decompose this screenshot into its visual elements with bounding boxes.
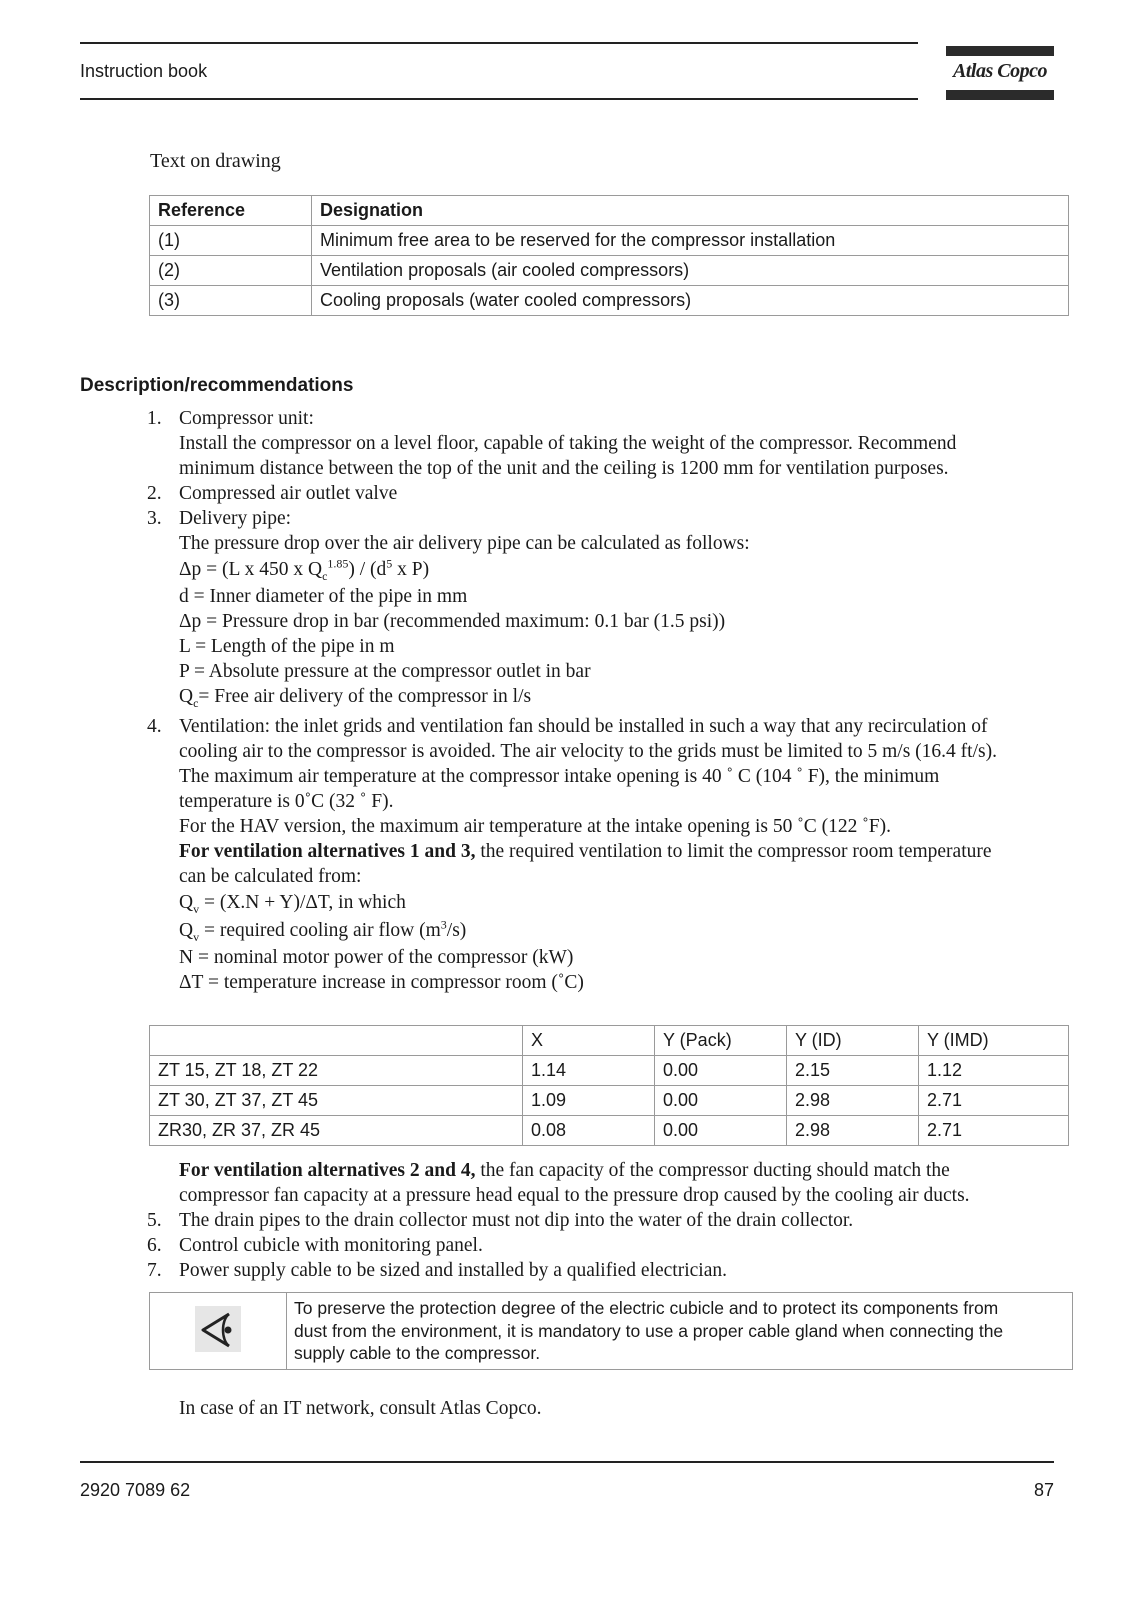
logo-text: Atlas Copco	[953, 60, 1047, 82]
eye-warning-icon	[195, 1306, 241, 1352]
item-number: 3.	[147, 508, 162, 529]
item-number: 4.	[147, 716, 162, 737]
table-cell: Ventilation proposals (air cooled compressors)	[312, 256, 1069, 286]
table-cell: 0.08	[523, 1116, 655, 1146]
table-row	[150, 1086, 1069, 1116]
item-text: Compressed air outlet valve	[179, 483, 398, 504]
table-row	[150, 256, 1069, 286]
table-header-cell: Reference	[150, 196, 312, 226]
note-box	[149, 1292, 1073, 1370]
item-text: temperature is 0˚C (32 ˚ F).	[179, 791, 394, 812]
note-line: supply cable to the compressor.	[294, 1343, 541, 1363]
note-icon-cell	[150, 1293, 287, 1369]
recommendations-list-continued	[147, 1158, 1067, 1283]
item-text: P = Absolute pressure at the compressor outlet in bar	[179, 661, 591, 682]
table-header-cell: X	[523, 1026, 655, 1056]
header-bottom-rule	[80, 98, 918, 100]
item-text: The maximum air temperature at the compressor intake opening is 40 ˚ C (104 ˚ F), the minimum	[179, 766, 940, 787]
item-text: Δp = Pressure drop in bar (recommended maximum: 0.1 bar (1.5 psi))	[179, 611, 726, 632]
table-cell: 2.98	[787, 1086, 919, 1116]
table-cell: 0.00	[655, 1116, 787, 1146]
table-row	[150, 286, 1069, 316]
item-number: 1.	[147, 408, 162, 429]
it-network-note: In case of an IT network, consult Atlas Copco.	[179, 1398, 542, 1419]
table-cell: 1.12	[919, 1056, 1069, 1086]
table-header-cell	[150, 1026, 523, 1056]
table-header-cell: Y (IMD)	[919, 1026, 1069, 1056]
reference-table	[149, 195, 1069, 316]
table-cell: 2.98	[787, 1116, 919, 1146]
list-item-continuation	[147, 1158, 1067, 1208]
table-cell: ZT 30, ZT 37, ZT 45	[150, 1086, 523, 1116]
item-text: $Q_c=$ Free air delivery of the compressor in l/s	[179, 686, 532, 710]
list-item	[147, 481, 1067, 506]
note-line: dust from the environment, it is mandatory to use a proper cable gland when connecting the	[294, 1320, 1004, 1341]
item-number: 6.	[147, 1235, 162, 1256]
item-text: Control cubicle with monitoring panel.	[179, 1235, 483, 1256]
atlas-copco-logo	[946, 46, 1054, 100]
item-text: d = Inner diameter of the pipe in mm	[179, 586, 468, 607]
table-row	[150, 1056, 1069, 1086]
section-heading: Description/recommendations	[80, 375, 354, 396]
ventilation-formula: $Q_v = (X.N + Y)/\Delta T$, in which	[179, 892, 406, 916]
table-cell: (3)	[150, 286, 312, 316]
item-number: 2.	[147, 483, 162, 504]
list-item	[147, 506, 1067, 709]
item-text: L = Length of the pipe in m	[179, 636, 395, 657]
list-item	[147, 406, 1067, 481]
item-text: minimum distance between the top of the unit and the ceiling is 1200 mm for ventilation purposes.	[179, 458, 949, 479]
table-cell: ZR30, ZR 37, ZR 45	[150, 1116, 523, 1146]
table-header-row	[150, 196, 1069, 226]
table-cell: Cooling proposals (water cooled compressors)	[312, 286, 1069, 316]
table-cell: 0.00	[655, 1056, 787, 1086]
table-row	[150, 1116, 1069, 1146]
table-cell: Minimum free area to be reserved for the compressor installation	[312, 226, 1069, 256]
pressure-drop-formula: Δp = (L x 450 x $Q_c^{1.85}) / (d^5$ x P)	[179, 556, 430, 583]
table-header-row	[150, 1026, 1069, 1056]
item-text: Power supply cable to be sized and installed by a qualified electrician.	[179, 1260, 727, 1281]
table-cell: 0.00	[655, 1086, 787, 1116]
note-line: To preserve the protection degree of the electric cubicle and to protect its components from	[294, 1298, 999, 1318]
table-row	[150, 226, 1069, 256]
table-header-cell: Designation	[312, 196, 1069, 226]
item-text: Install the compressor on a level floor, capable of taking the weight of the compressor. Recommend	[179, 433, 957, 454]
table-cell: 1.14	[523, 1056, 655, 1086]
item-text: ΔT = temperature increase in compressor room (˚C)	[179, 972, 584, 993]
item-text: For ventilation alternatives 2 and 4, the fan capacity of the compressor ducting should match the	[179, 1160, 950, 1181]
table-header-cell: Y (ID)	[787, 1026, 919, 1056]
table-cell: 2.71	[919, 1086, 1069, 1116]
note-text	[294, 1297, 1066, 1365]
table-cell: (1)	[150, 226, 312, 256]
item-text: The pressure drop over the air delivery pipe can be calculated as follows:	[179, 533, 750, 554]
list-item	[147, 1258, 1067, 1283]
table-cell: 2.71	[919, 1116, 1069, 1146]
footer-page-number: 87	[1033, 1480, 1054, 1500]
header-title: Instruction book	[80, 61, 208, 81]
item-text: Compressor unit:	[179, 408, 314, 429]
header-top-rule	[80, 42, 918, 44]
recommendations-list	[147, 406, 1067, 995]
item-text: $Q_v$ = required cooling air flow $(m^3/s)$	[179, 917, 467, 944]
item-text: For ventilation alternatives 1 and 3, the required ventilation to limit the compressor room temperature	[179, 841, 992, 862]
ventilation-table	[149, 1025, 1069, 1146]
item-number: 5.	[147, 1210, 162, 1231]
table-cell: 2.15	[787, 1056, 919, 1086]
item-number: 7.	[147, 1260, 162, 1281]
item-text: Ventilation: the inlet grids and ventilation fan should be installed in such a way that any recirculation of	[179, 716, 988, 737]
item-text: For the HAV version, the maximum air temperature at the intake opening is 50 ˚C (122 ˚F).	[179, 816, 891, 837]
table-header-cell: Y (Pack)	[655, 1026, 787, 1056]
item-text: Delivery pipe:	[179, 508, 292, 529]
item-text: cooling air to the compressor is avoided. The air velocity to the grids must be limited to 5 m/s (16.4 ft/s).	[179, 741, 997, 762]
list-item	[147, 1233, 1067, 1258]
table-cell: ZT 15, ZT 18, ZT 22	[150, 1056, 523, 1086]
list-item	[147, 714, 1067, 995]
list-item	[147, 1208, 1067, 1233]
item-text: The drain pipes to the drain collector must not dip into the water of the drain collector.	[179, 1210, 854, 1231]
footer-rule	[80, 1461, 1054, 1463]
text-on-drawing-label: Text on drawing	[150, 150, 281, 172]
table-cell: (2)	[150, 256, 312, 286]
footer-doc-number: 2920 7089 62	[80, 1480, 191, 1500]
item-text: can be calculated from:	[179, 866, 362, 887]
item-text: N = nominal motor power of the compressor (kW)	[179, 947, 574, 968]
item-text: compressor fan capacity at a pressure head equal to the pressure drop caused by the cooling air ducts.	[179, 1185, 970, 1206]
table-cell: 1.09	[523, 1086, 655, 1116]
